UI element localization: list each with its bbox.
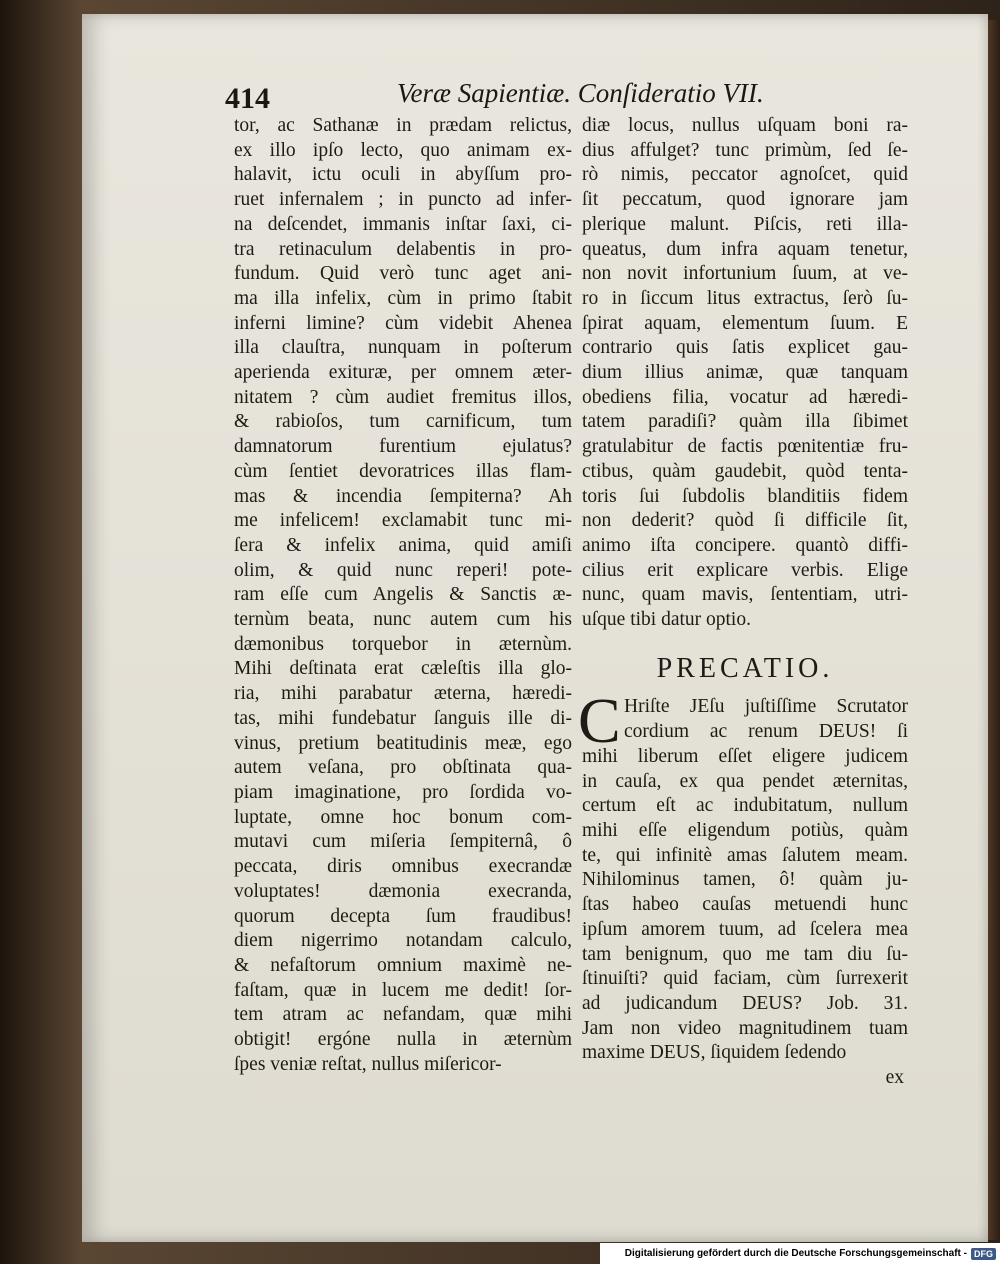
page-header xyxy=(225,76,905,116)
text-line: ram eſſe cum Angelis & Sanctis æ- xyxy=(234,584,572,606)
text-line: te, qui infinitè amas ſalutem meam. xyxy=(582,844,908,866)
text-line: dius affulget? tunc primùm, ſed ſe- xyxy=(582,139,908,161)
text-line: autem veſana, pro obſtinata qua- xyxy=(234,757,572,779)
running-title: Veræ Sapientiæ. Conſideratio VII. xyxy=(397,78,764,108)
text-line: in cauſa, ex qua pendet æternitas, xyxy=(582,770,908,792)
text-line: nitatem ? cùm audiet fremitus illos, xyxy=(234,386,572,408)
text-line: tatem paradiſi? quàm illa ſibimet xyxy=(582,411,908,433)
text-line: mihi liberum eſſet eligere judicem xyxy=(582,745,908,767)
text-line: dæmonibus torquebor in æternùm. xyxy=(234,633,572,655)
drop-cap: C xyxy=(578,685,621,757)
text-line: certum eſt ac indubitatum, nullum xyxy=(582,795,908,817)
text-line: gratulabitur de factis pœnitentiæ fru- xyxy=(582,436,908,458)
prayer-paragraph xyxy=(578,685,908,1066)
text-line: tor, ac Sathanæ in prædam relictus, xyxy=(234,115,572,136)
text-line: cilius erit explicare verbis. Elige xyxy=(582,559,908,581)
text-line: & nefaſtorum omnium maximè ne- xyxy=(234,954,572,976)
dfg-logo-icon: DFG xyxy=(971,1248,996,1260)
digitization-footer xyxy=(600,1243,1000,1264)
text-line: non dederit? quòd ſi difficile ſit, xyxy=(582,510,908,532)
text-line: mihi eſſe eligendum potiùs, quàm xyxy=(582,819,908,841)
text-line: obediens filia, vocatur ad hæredi- xyxy=(582,386,908,408)
left-column xyxy=(234,114,572,1077)
text-line: dium illius animæ, quæ tanquam xyxy=(582,362,908,384)
text-line: uſque tibi datur optio. xyxy=(582,609,751,631)
text-line: animo iſta concipere. quantò diffi- xyxy=(582,534,908,556)
text-line: non novit infortunium ſuum, at ve- xyxy=(582,263,908,285)
text-line: obtigit! ergóne nulla in æternùm xyxy=(234,1029,572,1051)
text-line: vinus, pretium beatitudinis meæ, ego xyxy=(234,732,572,754)
text-line: olim, & quid nunc reperi! pote- xyxy=(234,559,572,581)
text-line: cordium ac renum DEUS! ſi xyxy=(624,721,908,743)
text-line: ternùm beata, nunc autem cum his xyxy=(234,609,572,631)
text-line: tam benignum, quo me tam diu ſu- xyxy=(582,943,908,965)
text-line: tas, mihi fundebatur ſanguis ille di- xyxy=(234,707,572,729)
text-line: ſpirat aquam, elementum ſuum. E xyxy=(582,312,908,334)
text-line: Jam non video magnitudinem tuam xyxy=(582,1017,908,1039)
right-column-text xyxy=(582,114,908,633)
text-line: & rabioſos, tum carnificum, tum xyxy=(234,411,572,433)
text-line: luptate, omne hoc bonum com- xyxy=(234,806,572,828)
text-line: aperienda exituræ, per omnem æter- xyxy=(234,362,572,384)
text-line: piam imaginatione, pro ſordida vo- xyxy=(234,781,572,803)
footer-text: Digitalisierung gefördert durch die Deutsche Forschungsgemeinschaft - xyxy=(624,1248,967,1259)
text-line: ſpes veniæ reſtat, nullus miſericor- xyxy=(234,1053,502,1075)
page-number: 414 xyxy=(225,82,270,115)
text-line: quorum decepta ſum fraudibus! xyxy=(234,905,572,927)
text-line: tra retinaculum delabentis in pro- xyxy=(234,238,572,260)
text-line: halavit, ictu oculi in abyſſum pro- xyxy=(234,164,572,186)
section-title: PRECATIO. xyxy=(656,652,834,684)
prayer-lines xyxy=(582,695,908,1066)
text-line: illa clauſtra, nunquam in poſterum xyxy=(234,337,572,359)
text-line: ria, mihi parabatur æterna, hæredi- xyxy=(234,683,572,705)
text-line: ſtinuiſti? quid faciam, cùm ſurrexerit xyxy=(582,968,908,990)
text-line: maxime DEUS, ſiquidem ſedendo xyxy=(582,1042,847,1064)
text-line: ruet infernalem ; in puncto ad infer- xyxy=(234,189,572,211)
text-line: queatus, dum infra aquam tenetur, xyxy=(582,238,908,260)
text-line: Hriſte JEſu juſtiſſime Scrutator xyxy=(624,696,908,718)
text-line: na deſcendet, immanis inſtar ſaxi, ci- xyxy=(234,213,572,235)
text-line: contrario quis ſatis explicet gau- xyxy=(582,337,908,359)
text-line: tem atram ac nefandam, quæ mihi xyxy=(234,1004,572,1026)
right-column xyxy=(578,114,908,1091)
catchword: ex xyxy=(885,1067,904,1089)
text-line: nunc, quam mavis, ſententiam, utri- xyxy=(582,584,908,606)
text-line: ex illo ipſo lecto, quo animam ex- xyxy=(234,139,572,161)
text-line: rò nimis, peccator agnoſcet, quid xyxy=(582,164,908,186)
text-line: voluptates! dæmonia execranda, xyxy=(234,880,572,902)
text-line: ſtas habeo cauſas metuendi hunc xyxy=(582,894,908,916)
text-line: ſera & infelix anima, quid amiſi xyxy=(234,534,572,556)
text-line: diem nigerrimo notandam calculo, xyxy=(234,930,572,952)
text-line: inferni limine? cùm videbit Ahenea xyxy=(234,312,572,334)
text-line: faſtam, quæ in lucem me dedit! ſor- xyxy=(234,979,572,1001)
text-line: ro in ſiccum litus extractus, ſerò ſu- xyxy=(582,287,908,309)
text-line: cùm ſentiet devoratrices illas flam- xyxy=(234,460,572,482)
text-line: damnatorum furentium ejulatus? xyxy=(234,436,572,458)
text-line: Nihilominus tamen, ô! quàm ju- xyxy=(582,869,908,891)
text-line: toris ſui ſubdolis blanditiis fidem xyxy=(582,485,908,507)
text-line: mutavi cum miſeria ſempiternâ, ô xyxy=(234,831,572,853)
text-line: Mihi deſtinata erat cæleſtis illa glo- xyxy=(234,658,572,680)
text-line: mas & incendia ſempiterna? Ah xyxy=(234,485,572,507)
text-line: ma illa infelix, cùm in primo ſtabit xyxy=(234,287,572,309)
text-line: ſit peccatum, quod ignorare jam xyxy=(582,189,908,211)
text-line: fundum. Quid verò tunc aget ani- xyxy=(234,263,572,285)
text-line: ctibus, quàm gaudebit, quòd tenta- xyxy=(582,460,908,482)
text-line: peccata, diris omnibus execrandæ xyxy=(234,856,572,878)
text-line: plerique malunt. Piſcis, reti illa- xyxy=(582,213,908,235)
text-line: ad judicandum DEUS? Job. 31. xyxy=(582,992,908,1014)
text-line: ipſum amorem tuum, ad ſcelera mea xyxy=(582,918,908,940)
text-line: me infelicem! exclamabit tunc mi- xyxy=(234,510,572,532)
text-line: diæ locus, nullus uſquam boni ra- xyxy=(582,115,908,136)
